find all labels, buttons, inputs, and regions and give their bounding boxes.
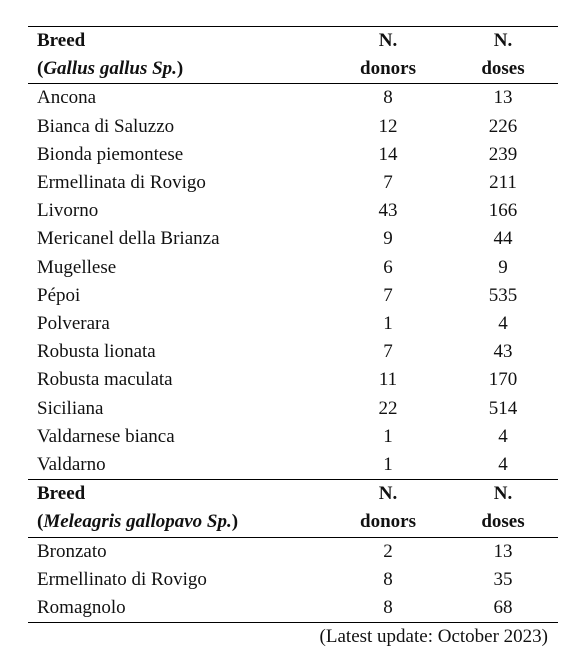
doses-cell: 226 <box>488 115 518 137</box>
donors-cell: 8 <box>328 84 448 113</box>
species-label: (Meleagris gallopavo Sp.) <box>37 511 239 533</box>
breed-cell: Livorno <box>37 200 99 222</box>
donors-cell: 1 <box>383 425 393 447</box>
species-label: (Gallus gallus Sp.) <box>37 58 184 80</box>
doses-cell: 170 <box>488 369 518 391</box>
donors-cell: 12 <box>378 115 398 137</box>
breed-table-container <box>28 26 558 651</box>
table-row <box>28 395 558 423</box>
breed-cell: Ermellinato di Rovigo <box>37 568 207 590</box>
table-row <box>28 282 558 310</box>
table-row <box>28 84 558 113</box>
donors-cell: 8 <box>328 594 448 623</box>
donors-column-header-line2: donors <box>360 58 416 80</box>
doses-cell: 166 <box>488 200 518 222</box>
donors-cell: 8 <box>383 568 393 590</box>
table-row <box>28 537 558 566</box>
table-row <box>28 366 558 394</box>
breed-column-header: Breed <box>28 480 328 509</box>
header-row <box>28 480 558 509</box>
table-row <box>28 451 558 480</box>
table-row <box>28 423 558 451</box>
donors-cell: 1 <box>383 313 393 335</box>
doses-column-header: N. <box>448 480 558 509</box>
breed-cell: Ermellinata di Rovigo <box>37 172 206 194</box>
table-row <box>28 594 558 623</box>
header-row-species <box>28 508 558 537</box>
doses-cell: 239 <box>488 143 518 165</box>
doses-column-header: N. <box>448 27 558 56</box>
table-row <box>28 141 558 169</box>
breed-cell: Mericanel della Brianza <box>37 228 220 250</box>
donors-column-header: N. <box>328 480 448 509</box>
table-row <box>28 566 558 594</box>
breed-cell: Polverara <box>37 313 110 335</box>
table-row <box>28 254 558 282</box>
table-row <box>28 310 558 338</box>
table-row <box>28 113 558 141</box>
breed-cell: Pépoi <box>37 284 81 306</box>
doses-cell: 211 <box>489 172 517 194</box>
donors-cell: 1 <box>328 451 448 480</box>
doses-cell: 13 <box>448 537 558 566</box>
donors-cell: 22 <box>378 397 398 419</box>
table-row <box>28 169 558 197</box>
donors-cell: 6 <box>383 256 393 278</box>
table-row <box>28 338 558 366</box>
breed-column-header: Breed <box>28 27 328 56</box>
table-row <box>28 197 558 225</box>
donors-cell: 7 <box>383 341 393 363</box>
breed-cell: Robusta maculata <box>37 369 173 391</box>
breed-cell: Bronzato <box>28 537 328 566</box>
table-row <box>28 225 558 253</box>
breed-donors-doses-table <box>28 26 558 623</box>
donors-cell: 7 <box>383 172 393 194</box>
doses-column-header-line2: doses <box>481 58 525 80</box>
doses-cell: 535 <box>488 284 518 306</box>
section-meleagris <box>28 480 558 537</box>
header-row <box>28 27 558 56</box>
donors-cell: 2 <box>328 537 448 566</box>
donors-cell: 43 <box>378 200 398 222</box>
doses-cell: 44 <box>493 228 513 250</box>
breed-cell: Valdarnese bianca <box>37 425 175 447</box>
doses-cell: 514 <box>488 397 518 419</box>
doses-cell: 13 <box>448 84 558 113</box>
donors-cell: 14 <box>378 143 398 165</box>
breed-cell: Mugellese <box>37 256 117 278</box>
latest-update-note: (Latest update: October 2023) <box>319 626 548 648</box>
doses-column-header-line2: doses <box>481 511 525 533</box>
donors-cell: 11 <box>378 369 398 391</box>
donors-column-header-line2: donors <box>360 511 416 533</box>
section-gallus <box>28 27 558 84</box>
doses-cell: 43 <box>493 341 513 363</box>
breed-cell: Ancona <box>28 84 328 113</box>
breed-cell: Siciliana <box>37 397 104 419</box>
breed-cell: Romagnolo <box>28 594 328 623</box>
donors-cell: 9 <box>383 228 393 250</box>
species-name: Meleagris gallopavo Sp. <box>43 511 232 533</box>
section-gallus-rows <box>28 84 558 480</box>
doses-cell: 4 <box>498 425 508 447</box>
donors-cell: 7 <box>383 284 393 306</box>
doses-cell: 4 <box>498 313 508 335</box>
doses-cell: 4 <box>448 451 558 480</box>
doses-cell: 68 <box>448 594 558 623</box>
header-row-species <box>28 55 558 84</box>
species-name: Gallus gallus Sp. <box>43 58 177 80</box>
breed-cell: Bianca di Saluzzo <box>37 115 175 137</box>
breed-cell: Bionda piemontese <box>37 143 184 165</box>
section-meleagris-rows <box>28 537 558 623</box>
breed-cell: Robusta lionata <box>37 341 156 363</box>
doses-cell: 35 <box>493 568 513 590</box>
donors-column-header: N. <box>328 27 448 56</box>
breed-cell: Valdarno <box>28 451 328 480</box>
doses-cell: 9 <box>498 256 508 278</box>
